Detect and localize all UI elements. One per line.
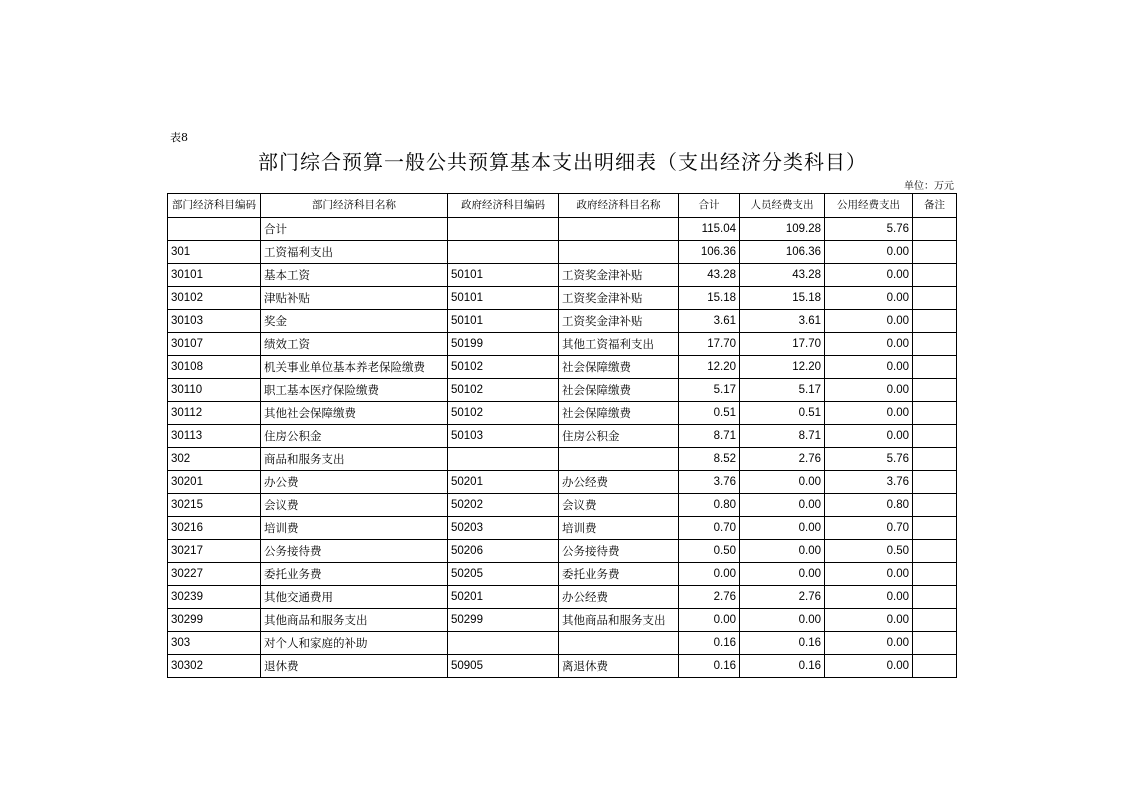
cell-public: 0.00 xyxy=(825,333,913,356)
cell-dept-name: 办公费 xyxy=(261,471,448,494)
cell-dept-code: 30302 xyxy=(168,655,261,678)
cell-dept-code: 301 xyxy=(168,241,261,264)
cell-personnel: 0.51 xyxy=(740,402,825,425)
cell-public: 5.76 xyxy=(825,448,913,471)
cell-public: 0.00 xyxy=(825,287,913,310)
cell-note xyxy=(913,586,957,609)
cell-gov-name: 办公经费 xyxy=(559,586,679,609)
table-row xyxy=(168,494,957,517)
cell-note xyxy=(913,494,957,517)
cell-dept-name: 对个人和家庭的补助 xyxy=(261,632,448,655)
cell-dept-code: 30113 xyxy=(168,425,261,448)
header-gov-code: 政府经济科目编码 xyxy=(448,194,559,218)
cell-total: 0.16 xyxy=(679,632,740,655)
table-row xyxy=(168,655,957,678)
table-row xyxy=(168,241,957,264)
cell-public: 0.50 xyxy=(825,540,913,563)
cell-dept-name: 其他交通费用 xyxy=(261,586,448,609)
cell-dept-name: 绩效工资 xyxy=(261,333,448,356)
cell-personnel: 0.16 xyxy=(740,632,825,655)
cell-dept-name: 培训费 xyxy=(261,517,448,540)
cell-public: 3.76 xyxy=(825,471,913,494)
cell-dept-name: 商品和服务支出 xyxy=(261,448,448,471)
cell-personnel: 5.17 xyxy=(740,379,825,402)
cell-gov-code: 50101 xyxy=(448,264,559,287)
cell-gov-code xyxy=(448,218,559,241)
cell-gov-name: 社会保障缴费 xyxy=(559,356,679,379)
cell-public: 0.80 xyxy=(825,494,913,517)
cell-note xyxy=(913,379,957,402)
cell-note xyxy=(913,310,957,333)
cell-dept-name: 职工基本医疗保险缴费 xyxy=(261,379,448,402)
cell-dept-name: 机关事业单位基本养老保险缴费 xyxy=(261,356,448,379)
cell-total: 0.00 xyxy=(679,609,740,632)
table-row xyxy=(168,586,957,609)
table-header-row xyxy=(168,194,957,218)
table-row xyxy=(168,310,957,333)
cell-personnel: 12.20 xyxy=(740,356,825,379)
cell-dept-name: 住房公积金 xyxy=(261,425,448,448)
cell-note xyxy=(913,241,957,264)
cell-total: 106.36 xyxy=(679,241,740,264)
cell-public: 0.00 xyxy=(825,379,913,402)
cell-dept-code: 30101 xyxy=(168,264,261,287)
cell-dept-code: 303 xyxy=(168,632,261,655)
cell-note xyxy=(913,655,957,678)
cell-note xyxy=(913,218,957,241)
table-row xyxy=(168,264,957,287)
table-row xyxy=(168,517,957,540)
cell-gov-code: 50203 xyxy=(448,517,559,540)
cell-dept-code: 30299 xyxy=(168,609,261,632)
header-dept-code: 部门经济科目编码 xyxy=(168,194,261,218)
cell-personnel: 0.16 xyxy=(740,655,825,678)
cell-total: 2.76 xyxy=(679,586,740,609)
cell-personnel: 2.76 xyxy=(740,448,825,471)
cell-gov-code: 50205 xyxy=(448,563,559,586)
cell-personnel: 17.70 xyxy=(740,333,825,356)
cell-total: 0.51 xyxy=(679,402,740,425)
cell-dept-code: 30108 xyxy=(168,356,261,379)
table-row xyxy=(168,333,957,356)
cell-gov-name: 社会保障缴费 xyxy=(559,402,679,425)
cell-dept-code: 30215 xyxy=(168,494,261,517)
cell-personnel: 0.00 xyxy=(740,471,825,494)
header-total: 合计 xyxy=(679,194,740,218)
cell-total: 3.61 xyxy=(679,310,740,333)
cell-personnel: 8.71 xyxy=(740,425,825,448)
cell-gov-code: 50199 xyxy=(448,333,559,356)
cell-note xyxy=(913,540,957,563)
table-row xyxy=(168,425,957,448)
cell-dept-code: 30217 xyxy=(168,540,261,563)
cell-total: 0.80 xyxy=(679,494,740,517)
cell-personnel: 0.00 xyxy=(740,517,825,540)
cell-public: 0.00 xyxy=(825,563,913,586)
cell-dept-code: 30102 xyxy=(168,287,261,310)
header-personnel: 人员经费支出 xyxy=(740,194,825,218)
cell-dept-name: 会议费 xyxy=(261,494,448,517)
table-row xyxy=(168,448,957,471)
cell-gov-code: 50102 xyxy=(448,356,559,379)
header-note: 备注 xyxy=(913,194,957,218)
cell-dept-code: 30227 xyxy=(168,563,261,586)
cell-gov-name xyxy=(559,632,679,655)
cell-gov-name: 办公经费 xyxy=(559,471,679,494)
cell-gov-code: 50101 xyxy=(448,310,559,333)
table-row xyxy=(168,356,957,379)
cell-dept-code: 30201 xyxy=(168,471,261,494)
cell-gov-name: 社会保障缴费 xyxy=(559,379,679,402)
cell-dept-code: 30112 xyxy=(168,402,261,425)
cell-gov-code: 50905 xyxy=(448,655,559,678)
cell-gov-code: 50201 xyxy=(448,586,559,609)
header-public: 公用经费支出 xyxy=(825,194,913,218)
cell-dept-name: 公务接待费 xyxy=(261,540,448,563)
cell-gov-code: 50102 xyxy=(448,379,559,402)
cell-gov-name xyxy=(559,448,679,471)
cell-note xyxy=(913,517,957,540)
cell-note xyxy=(913,356,957,379)
cell-total: 0.70 xyxy=(679,517,740,540)
table-row xyxy=(168,218,957,241)
cell-dept-code: 302 xyxy=(168,448,261,471)
cell-gov-name: 其他商品和服务支出 xyxy=(559,609,679,632)
expenditure-detail-table xyxy=(167,193,957,678)
cell-gov-code: 50206 xyxy=(448,540,559,563)
cell-gov-name: 委托业务费 xyxy=(559,563,679,586)
cell-personnel: 0.00 xyxy=(740,494,825,517)
cell-note xyxy=(913,563,957,586)
cell-gov-name: 培训费 xyxy=(559,517,679,540)
cell-note xyxy=(913,425,957,448)
cell-note xyxy=(913,264,957,287)
cell-gov-name: 工资奖金津补贴 xyxy=(559,310,679,333)
cell-gov-name xyxy=(559,241,679,264)
cell-total: 0.00 xyxy=(679,563,740,586)
cell-gov-code: 50299 xyxy=(448,609,559,632)
table-number: 表8 xyxy=(170,131,188,144)
cell-gov-code: 50103 xyxy=(448,425,559,448)
cell-gov-code xyxy=(448,448,559,471)
cell-note xyxy=(913,333,957,356)
cell-note xyxy=(913,471,957,494)
cell-dept-name: 委托业务费 xyxy=(261,563,448,586)
cell-gov-name: 住房公积金 xyxy=(559,425,679,448)
cell-dept-code: 30103 xyxy=(168,310,261,333)
cell-public: 0.00 xyxy=(825,632,913,655)
table-row xyxy=(168,402,957,425)
cell-gov-name: 其他工资福利支出 xyxy=(559,333,679,356)
table-row xyxy=(168,471,957,494)
cell-personnel: 106.36 xyxy=(740,241,825,264)
cell-gov-name: 离退休费 xyxy=(559,655,679,678)
cell-gov-code: 50202 xyxy=(448,494,559,517)
table-body xyxy=(168,218,957,678)
cell-public: 0.00 xyxy=(825,310,913,333)
cell-total: 8.71 xyxy=(679,425,740,448)
cell-personnel: 15.18 xyxy=(740,287,825,310)
table-row xyxy=(168,632,957,655)
cell-total: 115.04 xyxy=(679,218,740,241)
page-title: 部门综合预算一般公共预算基本支出明细表（支出经济分类科目） xyxy=(258,150,867,174)
cell-public: 0.00 xyxy=(825,264,913,287)
cell-total: 17.70 xyxy=(679,333,740,356)
cell-note xyxy=(913,609,957,632)
cell-note xyxy=(913,448,957,471)
table-row xyxy=(168,540,957,563)
cell-note xyxy=(913,402,957,425)
cell-gov-code: 50101 xyxy=(448,287,559,310)
cell-dept-code: 30107 xyxy=(168,333,261,356)
cell-personnel: 0.00 xyxy=(740,609,825,632)
cell-total: 0.50 xyxy=(679,540,740,563)
cell-dept-name: 其他社会保障缴费 xyxy=(261,402,448,425)
cell-personnel: 109.28 xyxy=(740,218,825,241)
cell-dept-name: 合计 xyxy=(261,218,448,241)
cell-dept-name: 基本工资 xyxy=(261,264,448,287)
cell-dept-code: 30239 xyxy=(168,586,261,609)
unit-label: 单位：万元 xyxy=(904,181,954,192)
cell-total: 43.28 xyxy=(679,264,740,287)
cell-total: 5.17 xyxy=(679,379,740,402)
cell-dept-name: 退休费 xyxy=(261,655,448,678)
table-row xyxy=(168,609,957,632)
cell-dept-name: 其他商品和服务支出 xyxy=(261,609,448,632)
header-dept-name: 部门经济科目名称 xyxy=(261,194,448,218)
cell-gov-name: 工资奖金津补贴 xyxy=(559,287,679,310)
cell-public: 0.00 xyxy=(825,356,913,379)
cell-personnel: 0.00 xyxy=(740,563,825,586)
cell-gov-code xyxy=(448,632,559,655)
cell-dept-code: 30110 xyxy=(168,379,261,402)
cell-total: 0.16 xyxy=(679,655,740,678)
cell-public: 5.76 xyxy=(825,218,913,241)
cell-dept-name: 工资福利支出 xyxy=(261,241,448,264)
cell-personnel: 43.28 xyxy=(740,264,825,287)
cell-dept-name: 奖金 xyxy=(261,310,448,333)
cell-total: 3.76 xyxy=(679,471,740,494)
cell-gov-name xyxy=(559,218,679,241)
cell-personnel: 2.76 xyxy=(740,586,825,609)
cell-public: 0.00 xyxy=(825,609,913,632)
cell-personnel: 0.00 xyxy=(740,540,825,563)
cell-personnel: 3.61 xyxy=(740,310,825,333)
cell-public: 0.00 xyxy=(825,402,913,425)
cell-gov-code xyxy=(448,241,559,264)
cell-gov-name: 工资奖金津补贴 xyxy=(559,264,679,287)
cell-gov-name: 会议费 xyxy=(559,494,679,517)
cell-public: 0.00 xyxy=(825,586,913,609)
table-row xyxy=(168,563,957,586)
cell-public: 0.00 xyxy=(825,655,913,678)
cell-gov-name: 公务接待费 xyxy=(559,540,679,563)
cell-public: 0.70 xyxy=(825,517,913,540)
cell-note xyxy=(913,632,957,655)
cell-public: 0.00 xyxy=(825,425,913,448)
cell-note xyxy=(913,287,957,310)
cell-dept-name: 津贴补贴 xyxy=(261,287,448,310)
cell-public: 0.00 xyxy=(825,241,913,264)
table-row xyxy=(168,379,957,402)
header-gov-name: 政府经济科目名称 xyxy=(559,194,679,218)
cell-gov-code: 50102 xyxy=(448,402,559,425)
cell-total: 15.18 xyxy=(679,287,740,310)
cell-total: 12.20 xyxy=(679,356,740,379)
cell-total: 8.52 xyxy=(679,448,740,471)
cell-gov-code: 50201 xyxy=(448,471,559,494)
cell-dept-code: 30216 xyxy=(168,517,261,540)
table-row xyxy=(168,287,957,310)
cell-dept-code xyxy=(168,218,261,241)
